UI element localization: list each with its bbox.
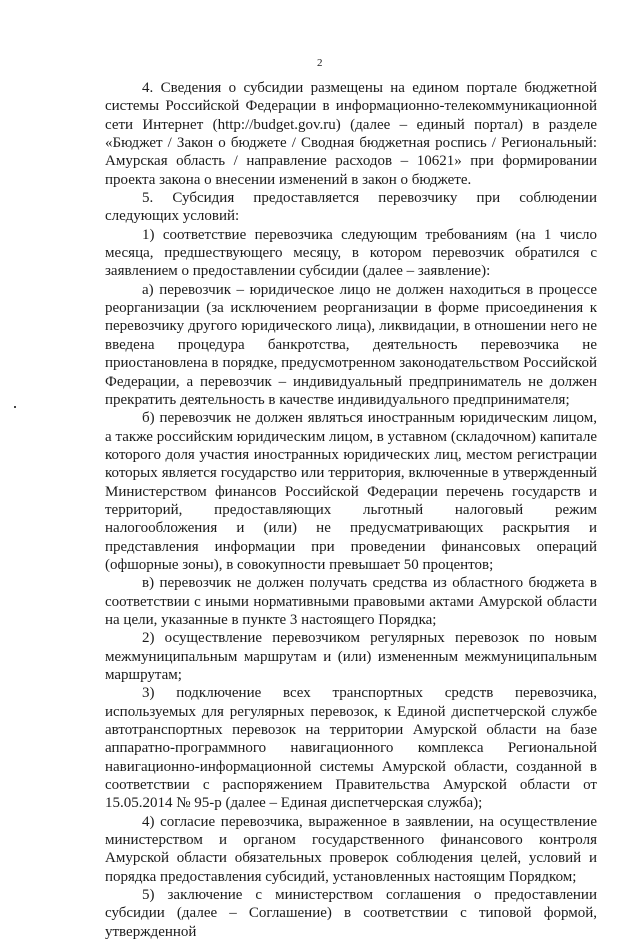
scan-speck — [14, 406, 16, 408]
condition-2-routes: 2) осуществление перевозчиком регулярных перевозок по новым межмуниципальным маршрутам и (или) измененным межмуниципальным маршрутам; — [105, 630, 597, 683]
requirement-c: в) перевозчик не должен получать средства из областного бюджета в соответствии с иными нормативными правовыми актами Амурской области на цели, указанные в пункте 3 настоящего Порядка; — [105, 575, 597, 628]
requirement-b: б) перевозчик не должен являться иностранным юридическим лицом, а также российским юридическим лицом, в уставном (складочном) капитале которого доля участия иностранных юридических лиц, местом регистрации которых является государство или территория, включенные в утвержденный Министерством финансов Российской Федерации перечень государств и территорий, предоставляющих льготный налоговый режим налогообложения и (или) не предусматривающих раскрытия и представления информации при проведении финансовых операций (офшорные зоны), в совокупности превышает 50 процентов; — [105, 410, 597, 573]
condition-3-dispatch-service: 3) подключение всех транспортных средств перевозчика, используемых для регулярных перевозок, к Единой диспетчерской службе автотранспортных перевозок на территории Амурской области на базе аппаратно-программного навигационного комплекса Региональной навигационно-информационной системы Амурской области, созданной в соответствии с распоряжением Правительства Амурской области от 15.05.2014 № 95-р (далее – Единая диспетчерская служба); — [105, 685, 597, 812]
document-body — [105, 79, 597, 941]
paragraph-5-conditions: 5. Субсидия предоставляется перевозчику при соблюдении следующих условий: — [105, 190, 597, 225]
condition-5-agreement: 5) заключение с министерством соглашения о предоставлении субсидии (далее – Соглашение) в соответствии с типовой формой, утвержденной — [105, 887, 597, 940]
requirement-a: а) перевозчик – юридическое лицо не должен находиться в процессе реорганизации (за исключением реорганизации в форме присоединения к перевозчику другого юридического лица), ликвидации, в отношении него не введена процедура банкротства, деятельность перевозчика не приостановлена в порядке, предусмотренном законодательством Российской Федерации, а перевозчик – индивидуальный предприниматель не должен прекратить деятельность в качестве индивидуального предпринимателя; — [105, 281, 597, 408]
paragraph-4-budget-portal: 4. Сведения о субсидии размещены на едином портале бюджетной системы Российской Федерации в информационно-телекоммуникационной сети Интернет (http://budget.gov.ru) (далее – единый портал) в разделе «Бюджет / Закон о бюджете / Сводная бюджетная роспись / Региональный: Амурская область / направление расходов – 10621» при формировании проекта закона о внесении изменений в закон о бюджете. — [105, 80, 597, 188]
page-number: 2 — [317, 57, 323, 69]
condition-4-consent: 4) согласие перевозчика, выраженное в заявлении, на осуществление министерством и органом государственного финансового контроля Амурской области обязательных проверок соблюдения целей, условий и порядка предоставления субсидий, установленных настоящим Порядком; — [105, 813, 597, 885]
condition-1-requirements: 1) соответствие перевозчика следующим требованиям (на 1 число месяца, предшествующего месяцу, в котором перевозчик обратился с заявлением о предоставлении субсидии (далее – заявление): — [105, 226, 597, 280]
